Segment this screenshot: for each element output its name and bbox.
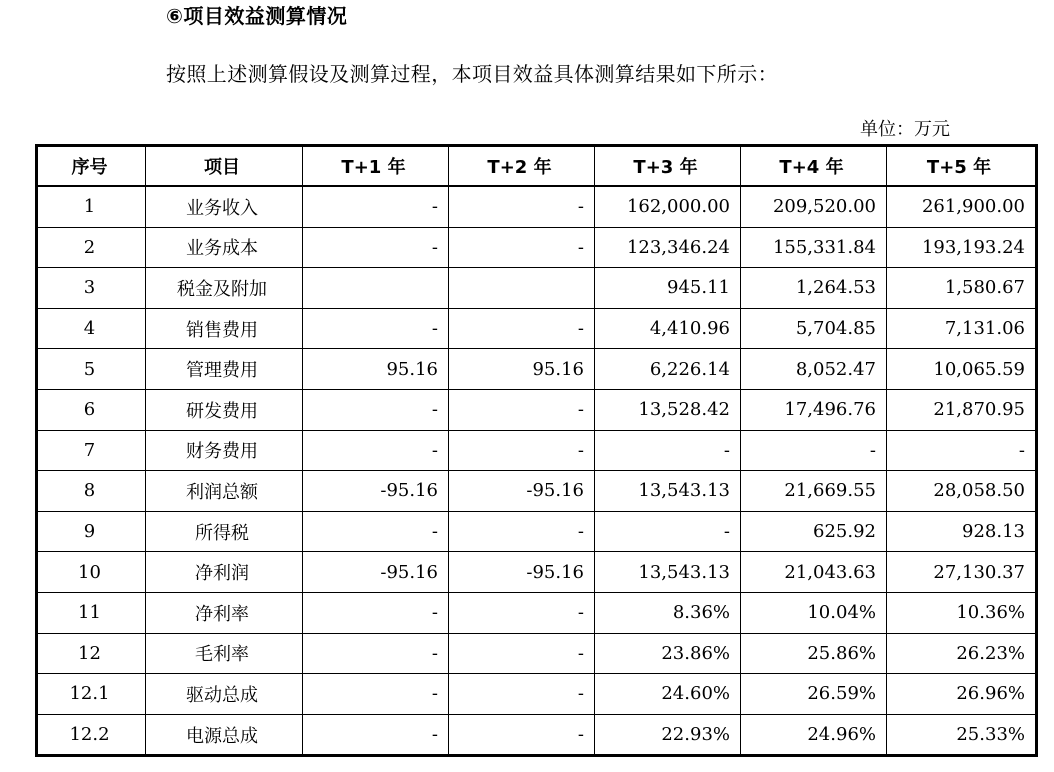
- cell-year-2: -95.16: [449, 552, 595, 593]
- cell-year-3: -: [595, 511, 741, 552]
- table-row: [37, 511, 1037, 552]
- cell-year-5: 10,065.59: [887, 349, 1037, 390]
- row-item: 管理费用: [146, 349, 303, 390]
- cell-year-3: -: [595, 430, 741, 471]
- row-item: 销售费用: [146, 308, 303, 349]
- cell-year-2: -: [449, 714, 595, 756]
- cell-year-5: 27,130.37: [887, 552, 1037, 593]
- cell-year-3: 13,543.13: [595, 471, 741, 512]
- header-year-2: T+2 年: [449, 146, 595, 187]
- cell-year-5: 7,131.06: [887, 308, 1037, 349]
- cell-year-4: 155,331.84: [741, 227, 887, 268]
- cell-year-4: 21,043.63: [741, 552, 887, 593]
- cell-year-2: -: [449, 186, 595, 227]
- row-item: 业务收入: [146, 186, 303, 227]
- cell-year-3: 945.11: [595, 268, 741, 309]
- cell-year-2: -: [449, 592, 595, 633]
- cell-year-3: 24.60%: [595, 674, 741, 715]
- cell-year-2: -: [449, 389, 595, 430]
- cell-year-1: -: [303, 592, 449, 633]
- table-row: [37, 552, 1037, 593]
- row-index: 9: [37, 511, 146, 552]
- table-body: [37, 186, 1037, 756]
- cell-year-1: [303, 268, 449, 309]
- cell-year-5: 261,900.00: [887, 186, 1037, 227]
- cell-year-3: 162,000.00: [595, 186, 741, 227]
- row-index: 4: [37, 308, 146, 349]
- cell-year-4: 5,704.85: [741, 308, 887, 349]
- table-row: [37, 389, 1037, 430]
- cell-year-2: -: [449, 227, 595, 268]
- cell-year-1: -: [303, 186, 449, 227]
- cell-year-1: -: [303, 714, 449, 756]
- benefit-estimation-table: [35, 144, 1038, 757]
- unit-label: 单位：万元: [860, 119, 950, 140]
- cell-year-5: 26.23%: [887, 633, 1037, 674]
- cell-year-5: 28,058.50: [887, 471, 1037, 512]
- cell-year-4: 625.92: [741, 511, 887, 552]
- cell-year-3: 6,226.14: [595, 349, 741, 390]
- row-item: 电源总成: [146, 714, 303, 756]
- cell-year-5: -: [887, 430, 1037, 471]
- header-year-3: T+3 年: [595, 146, 741, 187]
- header-row: [37, 146, 1037, 187]
- cell-year-4: 1,264.53: [741, 268, 887, 309]
- row-item: 毛利率: [146, 633, 303, 674]
- table-row: [37, 227, 1037, 268]
- cell-year-5: 1,580.67: [887, 268, 1037, 309]
- cell-year-4: 25.86%: [741, 633, 887, 674]
- cell-year-1: -95.16: [303, 471, 449, 512]
- table-row: [37, 308, 1037, 349]
- cell-year-1: -: [303, 511, 449, 552]
- table-row: [37, 592, 1037, 633]
- section-heading: ⑥项目效益测算情况: [166, 4, 348, 28]
- cell-year-1: -: [303, 227, 449, 268]
- cell-year-1: -: [303, 633, 449, 674]
- table-row: [37, 268, 1037, 309]
- intro-paragraph: 按照上述测算假设及测算过程，本项目效益具体测算结果如下所示：: [166, 62, 778, 86]
- row-item: 财务费用: [146, 430, 303, 471]
- row-item: 税金及附加: [146, 268, 303, 309]
- cell-year-1: -: [303, 308, 449, 349]
- cell-year-1: -: [303, 389, 449, 430]
- cell-year-2: [449, 268, 595, 309]
- cell-year-5: 26.96%: [887, 674, 1037, 715]
- row-index: 1: [37, 186, 146, 227]
- table-row: [37, 633, 1037, 674]
- cell-year-5: 928.13: [887, 511, 1037, 552]
- cell-year-4: -: [741, 430, 887, 471]
- cell-year-4: 17,496.76: [741, 389, 887, 430]
- cell-year-2: -: [449, 308, 595, 349]
- table-row: [37, 714, 1037, 756]
- cell-year-3: 23.86%: [595, 633, 741, 674]
- row-index: 6: [37, 389, 146, 430]
- cell-year-2: -: [449, 674, 595, 715]
- cell-year-3: 123,346.24: [595, 227, 741, 268]
- cell-year-2: -: [449, 633, 595, 674]
- cell-year-4: 209,520.00: [741, 186, 887, 227]
- header-item: 项目: [146, 146, 303, 187]
- cell-year-2: -95.16: [449, 471, 595, 512]
- cell-year-5: 25.33%: [887, 714, 1037, 756]
- cell-year-3: 22.93%: [595, 714, 741, 756]
- row-item: 驱动总成: [146, 674, 303, 715]
- cell-year-4: 21,669.55: [741, 471, 887, 512]
- row-index: 2: [37, 227, 146, 268]
- cell-year-3: 8.36%: [595, 592, 741, 633]
- row-item: 净利率: [146, 592, 303, 633]
- row-item: 业务成本: [146, 227, 303, 268]
- header-year-4: T+4 年: [741, 146, 887, 187]
- row-index: 8: [37, 471, 146, 512]
- table-row: [37, 471, 1037, 512]
- cell-year-4: 24.96%: [741, 714, 887, 756]
- row-index: 10: [37, 552, 146, 593]
- cell-year-4: 26.59%: [741, 674, 887, 715]
- table-header: [37, 146, 1037, 187]
- cell-year-4: 8,052.47: [741, 349, 887, 390]
- cell-year-2: 95.16: [449, 349, 595, 390]
- cell-year-4: 10.04%: [741, 592, 887, 633]
- table-row: [37, 674, 1037, 715]
- row-index: 12: [37, 633, 146, 674]
- cell-year-1: -: [303, 674, 449, 715]
- cell-year-5: 193,193.24: [887, 227, 1037, 268]
- table-row: [37, 349, 1037, 390]
- cell-year-1: -95.16: [303, 552, 449, 593]
- header-year-1: T+1 年: [303, 146, 449, 187]
- row-index: 12.1: [37, 674, 146, 715]
- cell-year-3: 13,528.42: [595, 389, 741, 430]
- cell-year-1: 95.16: [303, 349, 449, 390]
- row-item: 所得税: [146, 511, 303, 552]
- row-index: 3: [37, 268, 146, 309]
- cell-year-2: -: [449, 511, 595, 552]
- row-index: 7: [37, 430, 146, 471]
- row-index: 11: [37, 592, 146, 633]
- cell-year-5: 21,870.95: [887, 389, 1037, 430]
- table-row: [37, 430, 1037, 471]
- row-item: 净利润: [146, 552, 303, 593]
- row-index: 5: [37, 349, 146, 390]
- header-index: 序号: [37, 146, 146, 187]
- cell-year-1: -: [303, 430, 449, 471]
- row-item: 利润总额: [146, 471, 303, 512]
- row-index: 12.2: [37, 714, 146, 756]
- cell-year-5: 10.36%: [887, 592, 1037, 633]
- header-year-5: T+5 年: [887, 146, 1037, 187]
- cell-year-2: -: [449, 430, 595, 471]
- row-item: 研发费用: [146, 389, 303, 430]
- table-row: [37, 186, 1037, 227]
- cell-year-3: 4,410.96: [595, 308, 741, 349]
- cell-year-3: 13,543.13: [595, 552, 741, 593]
